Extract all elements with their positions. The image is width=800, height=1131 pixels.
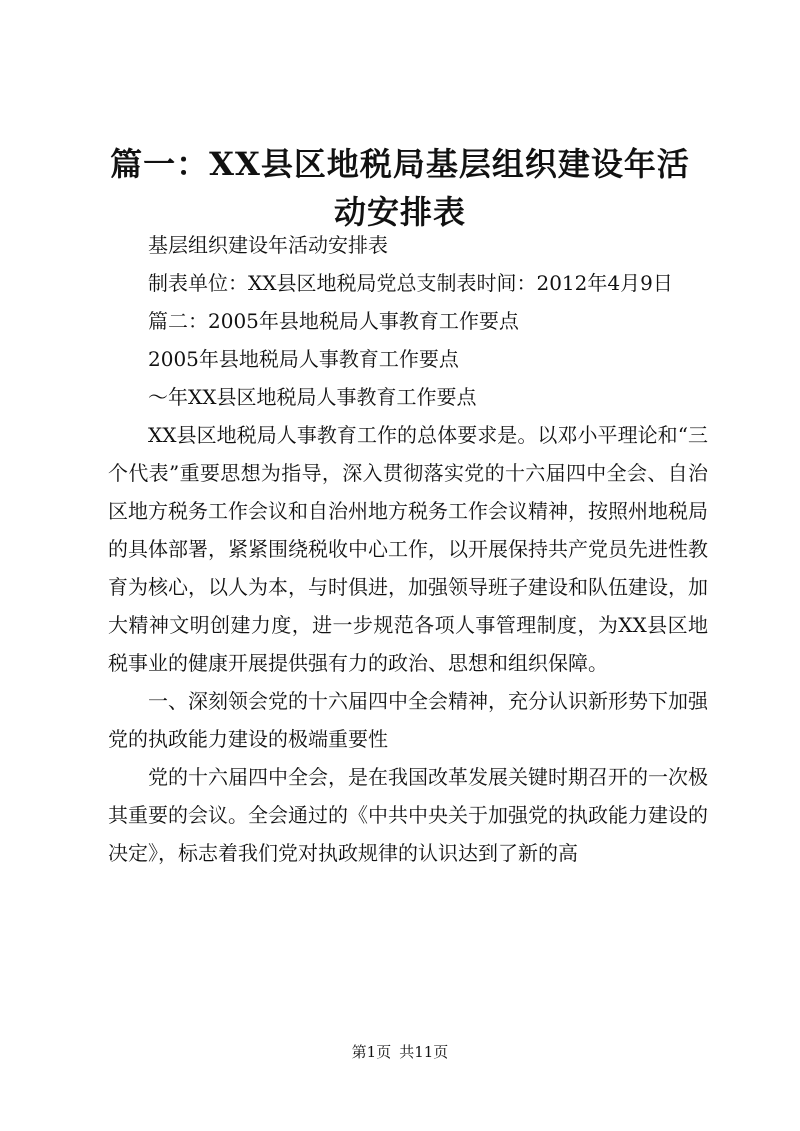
document-body (108, 226, 708, 872)
page-footer (0, 1042, 800, 1062)
page-number: 第1页 (351, 1043, 392, 1061)
paragraph-6: XX县区地税局人事教育工作的总体要求是。以邓小平理论和“三个代表”重要思想为指导，深入贯彻落实党的十六届四中全会、自治区地方税务工作会议和自治州地方税务工作会议精神，按照州地税局的具体部署，紧紧围绕税收中心工作，以开展保持共产党员先进性教育为核心，以人为本，与时俱进，加强领导班子建设和队伍建设，加大精神文明创建力度，进一步规范各项人事管理制度，为XX县区地税事业的健康开展提供强有力的政治、思想和组织保障。 (108, 423, 708, 675)
paragraph-5: ～年XX县区地税局人事教育工作要点 (148, 385, 477, 409)
paragraph-2: 制表单位：XX县区地税局党总支制表时间：2012年4月9日 (148, 271, 673, 295)
page-total: 共11页 (399, 1043, 449, 1061)
paragraph-3: 篇二：2005年县地税局人事教育工作要点 (148, 309, 519, 333)
paragraph-8: 党的十六届四中全会，是在我国改革发展关键时期召开的一次极其重要的会议。全会通过的《中共中央关于加强党的执政能力建设的决定》，标志着我们党对执政规律的认识达到了新的高 (108, 765, 708, 865)
document-title: 篇一：XX县区地税局基层组织建设年活动安排表 (110, 145, 690, 231)
paragraph-7: 一、深刻领会党的十六届四中全会精神，充分认识新形势下加强党的执政能力建设的极端重要性 (108, 689, 708, 751)
paragraph-1: 基层组织建设年活动安排表 (148, 233, 388, 257)
paragraph-4: 2005年县地税局人事教育工作要点 (148, 347, 459, 371)
